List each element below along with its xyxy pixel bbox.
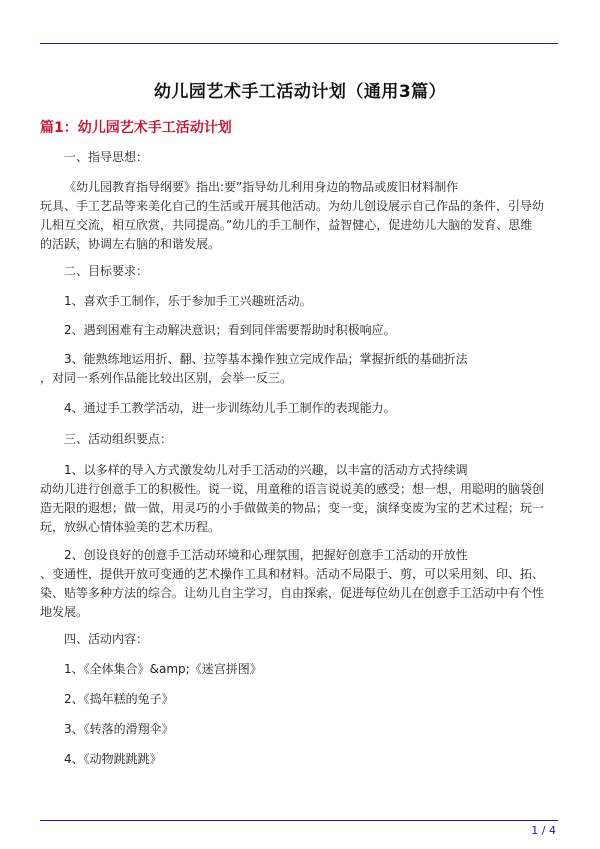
activity-item-4 xyxy=(40,750,560,769)
paragraph-guiding-thought xyxy=(40,178,560,254)
page-number: 1 / 4 xyxy=(531,824,556,837)
text-line: 4、通过手工教学活动，进一步训练幼儿手工制作的表现能力。 xyxy=(64,401,396,415)
text-line: 二、目标要求： xyxy=(64,264,149,278)
text-line: 2、创设良好的创意手工活动环境和心理氛围，把握好创意手工活动的开放性 xyxy=(64,548,468,562)
text-line: 、变通性，提供开放可变通的艺术操作工具和材料。活动不局限于、剪，可以采用刻、印、拓、 xyxy=(40,567,545,581)
text-line: 的活跃，协调左右脑的和谐发展。 xyxy=(40,237,221,251)
text-line: 一、指导思想： xyxy=(64,150,149,164)
text-line: 4、《动物跳跳跳》 xyxy=(64,752,162,766)
text-line: 3、《转落的滑翔伞》 xyxy=(64,722,174,736)
text-line: 玩具、手工艺品等来美化自己的生活或开展其他活动。为幼儿创设展示自己作品的条件，引导幼 xyxy=(40,199,545,213)
goal-item-2 xyxy=(40,321,560,340)
key-point-1 xyxy=(40,461,560,537)
text-line: 地发展。 xyxy=(40,605,89,619)
text-line: ，对同一系列作品能比较出区别，会举一反三。 xyxy=(40,371,293,385)
heading-goals xyxy=(40,262,560,281)
text-line: 1、以多样的导入方式激发幼儿对手工活动的兴趣，以丰富的活动方式持续调 xyxy=(64,463,468,477)
text-line: 儿相互交流，相互欣赏，共同提高。”幼儿的手工制作，益智健心，促进幼儿大脑的发育、思维 xyxy=(40,218,533,232)
text-line: 3、能熟练地运用折、翻、拉等基本操作独立完成作品；掌握折纸的基础折法 xyxy=(64,352,468,366)
header-rule xyxy=(40,43,558,44)
section-title: 篇1：幼儿园艺术手工活动计划 xyxy=(40,120,232,136)
key-point-2 xyxy=(40,546,560,622)
text-line: 《幼儿园教育指导纲要》指出:要”指导幼儿利用身边的物品或废旧材料制作 xyxy=(64,180,459,194)
activity-item-1 xyxy=(40,660,560,679)
text-line: 1、喜欢手工制作，乐于参加手工兴趣班活动。 xyxy=(64,294,312,308)
text-line: 玩，放纵心情体验美的艺术历程。 xyxy=(40,520,221,534)
heading-activity-content xyxy=(40,630,560,649)
goal-item-3 xyxy=(40,350,560,388)
text-line: 四、活动内容： xyxy=(64,632,149,646)
text-line: 造无限的遐想；做一做，用灵巧的小手做做美的物品；变一变，演绎变废为宝的艺术过程；玩一 xyxy=(40,501,545,515)
text-line: 动幼儿进行创意手工的积极性。说一说，用童稚的语言说说美的感受；想一想，用聪明的脑袋创 xyxy=(40,482,545,496)
document-title: 幼儿园艺术手工活动计划（通用3篇） xyxy=(153,82,447,102)
text-line: 染、贴等多种方法的综合。让幼儿自主学习，自由探索，促进每位幼儿在创意手工活动中有个性 xyxy=(40,586,545,600)
text-line: 2、《捣年糕的兔子》 xyxy=(64,692,174,706)
activity-item-3 xyxy=(40,720,560,739)
heading-guiding-thought xyxy=(40,148,560,167)
text-line: 2、遇到困难有主动解决意识；看到同伴需要帮助时积极响应。 xyxy=(64,323,396,337)
goal-item-1 xyxy=(40,292,560,311)
text-line: 三、活动组织要点： xyxy=(64,432,173,446)
text-line: 1、《全体集合》&amp;《迷宫拼图》 xyxy=(64,662,262,676)
goal-item-4 xyxy=(40,399,560,418)
activity-item-2 xyxy=(40,690,560,709)
heading-key-points xyxy=(40,430,560,449)
footer-rule xyxy=(40,820,558,821)
